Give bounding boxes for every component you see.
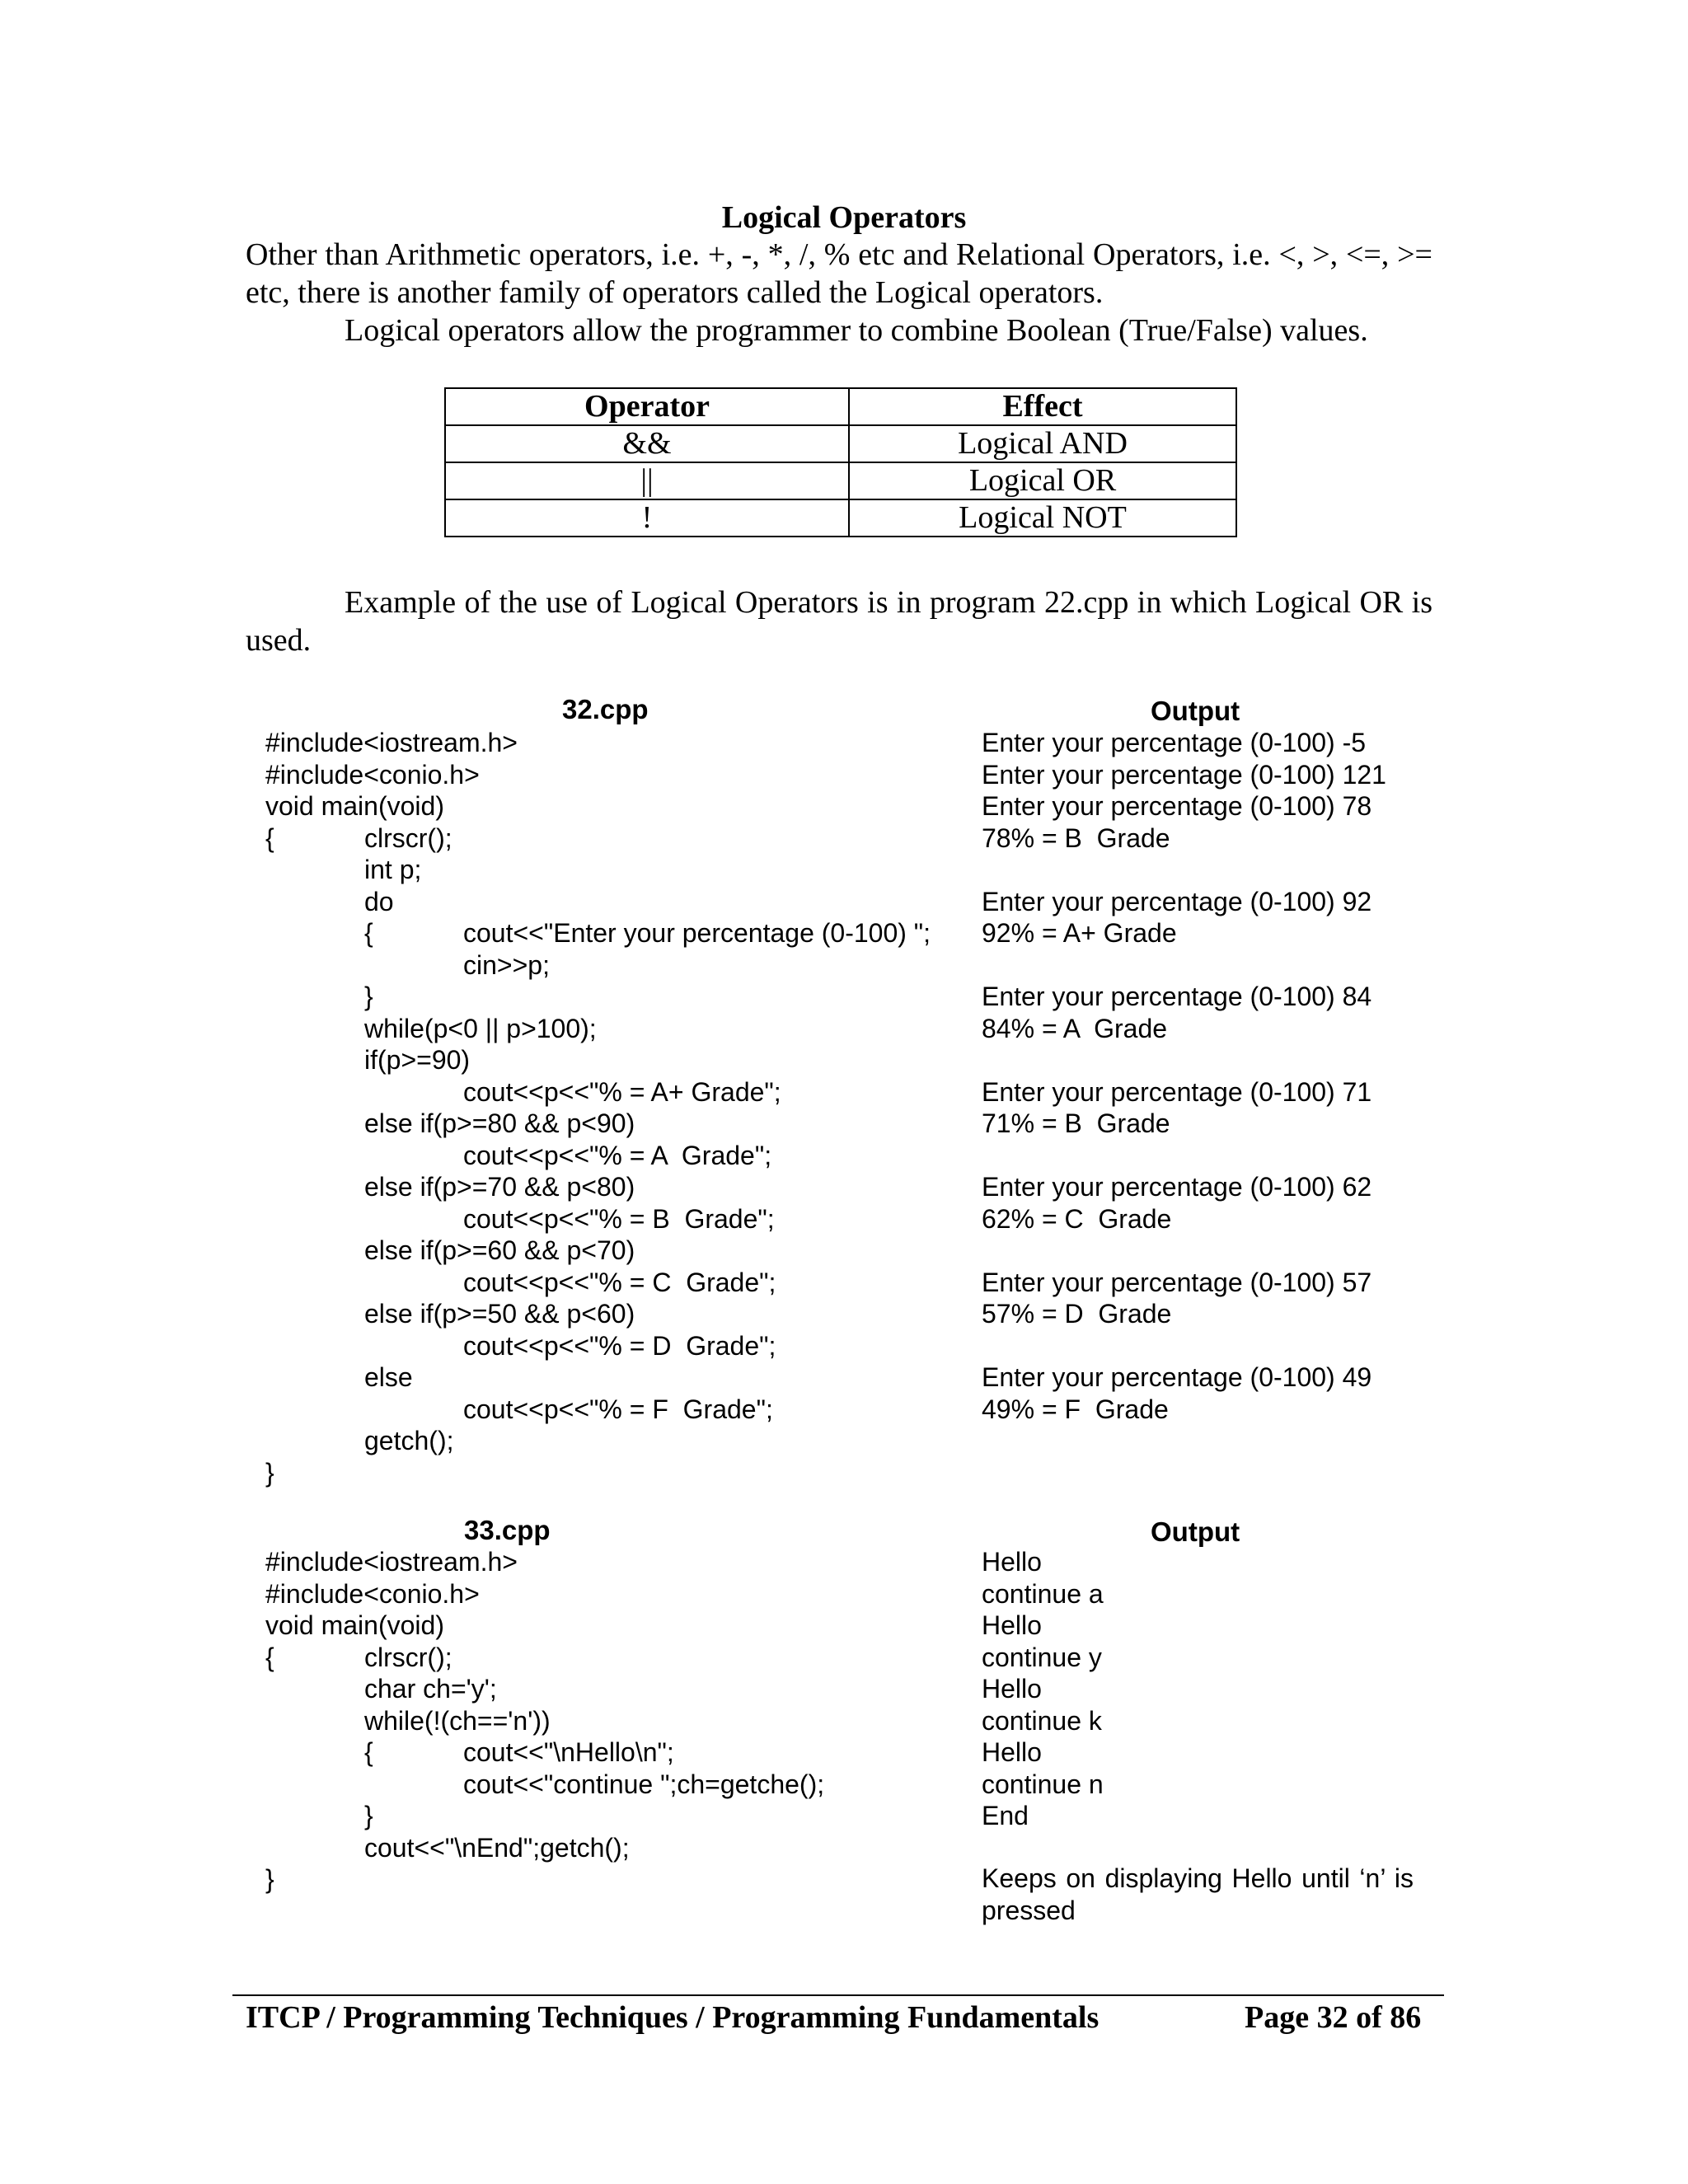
output-text: Hello — [982, 1610, 1042, 1640]
program2-code — [265, 1546, 974, 1896]
intro-paragraph: Other than Arithmetic operators, i.e. +, -, *, /, % etc and Relational Operators, i.e. <, >, <=, >= etc, there is another family of operators called the Logical operators. — [246, 237, 1432, 310]
code-segment: } — [265, 1457, 274, 1488]
output-text: 57% = D Grade — [982, 1299, 1172, 1329]
code-segment: #include<conio.h> — [265, 759, 480, 790]
code-segment: cout<<"continue ";ch=getche(); — [463, 1769, 825, 1799]
output-text: End — [982, 1801, 1029, 1830]
code-line — [265, 1267, 974, 1299]
code-segment: while(!(ch=='n')) — [364, 1705, 551, 1736]
output-text: Enter your percentage (0-100) 92 — [982, 886, 1372, 916]
code-segment: { — [265, 823, 274, 853]
code-line — [265, 1800, 974, 1832]
code-line — [265, 1108, 974, 1140]
program2-title: 33.cpp — [464, 1515, 551, 1545]
example-paragraph: Example of the use of Logical Operators is in program 22.cpp in which Logical OR is used. — [246, 585, 1432, 658]
effect-cell: Logical AND — [849, 425, 1236, 462]
logical-operators-description: Logical operators allow the programmer to combine Boolean (True/False) values. — [345, 313, 1368, 348]
code-line — [265, 1578, 974, 1610]
code-line — [265, 1140, 974, 1172]
effect-cell: Logical NOT — [849, 499, 1236, 537]
code-segment: cout<<"Enter your percentage (0-100) "; — [463, 918, 931, 948]
code-line — [265, 1330, 974, 1362]
operator-cell: && — [445, 425, 849, 462]
code-segment: if(p>=90) — [364, 1045, 471, 1075]
code-line — [265, 1298, 974, 1330]
code-segment: cout<<"\nEnd";getch(); — [364, 1832, 630, 1863]
table-row — [445, 425, 1236, 462]
code-line — [265, 1610, 974, 1642]
code-segment: while(p<0 || p>100); — [364, 1013, 597, 1043]
program2-note: Keeps on displaying Hello until ‘n’ is pressed — [982, 1863, 1414, 1925]
code-line — [265, 949, 974, 982]
output-text: continue n — [982, 1769, 1104, 1799]
output-text: continue y — [982, 1642, 1102, 1672]
code-line — [265, 1171, 974, 1203]
output-text: 49% = F Grade — [982, 1394, 1169, 1424]
output-text: 62% = C Grade — [982, 1203, 1172, 1234]
code-line — [265, 1044, 974, 1076]
program1-title: 32.cpp — [562, 694, 649, 724]
output-text: Hello — [982, 1547, 1042, 1577]
code-line — [265, 1457, 974, 1489]
table-row — [445, 499, 1236, 537]
code-segment: cout<<"\nHello\n"; — [463, 1737, 674, 1767]
code-line — [265, 1736, 974, 1769]
code-segment: do — [364, 886, 394, 916]
output-text: Enter your percentage (0-100) 121 — [982, 759, 1386, 790]
code-segment: else if(p>=50 && p<60) — [364, 1299, 635, 1329]
code-line — [265, 759, 974, 791]
code-segment: getch(); — [364, 1426, 454, 1455]
output-text: Enter your percentage (0-100) 71 — [982, 1076, 1372, 1107]
code-segment: } — [364, 1801, 373, 1830]
code-segment: cout<<p<<"% = F Grade"; — [463, 1394, 773, 1424]
code-line — [265, 1235, 974, 1267]
code-line — [265, 1705, 974, 1737]
code-segment: { — [364, 918, 373, 948]
code-line — [265, 1832, 974, 1864]
code-segment: } — [265, 1864, 274, 1894]
code-line — [265, 1863, 974, 1896]
code-segment: { — [265, 1642, 274, 1672]
output-text: Enter your percentage (0-100) 49 — [982, 1362, 1372, 1392]
code-segment: cout<<p<<"% = D Grade"; — [463, 1330, 776, 1361]
code-segment: cout<<p<<"% = C Grade"; — [463, 1267, 776, 1297]
code-segment: clrscr(); — [364, 823, 452, 853]
footer-course-title: ITCP / Programming Techniques / Programming Fundamentals — [246, 2000, 1100, 2035]
code-segment: void main(void) — [265, 791, 444, 821]
code-segment: cout<<p<<"% = B Grade"; — [463, 1203, 775, 1234]
code-segment: #include<conio.h> — [265, 1578, 480, 1609]
code-line — [265, 1394, 974, 1426]
code-segment: int p; — [364, 855, 422, 884]
output-text: 78% = B Grade — [982, 823, 1170, 853]
output-text: Enter your percentage (0-100) -5 — [982, 728, 1367, 757]
footer-divider — [232, 1994, 1444, 1996]
output-text: Enter your percentage (0-100) 57 — [982, 1267, 1372, 1297]
output-text: 71% = B Grade — [982, 1108, 1170, 1138]
program1-output-heading: Output — [1151, 696, 1240, 726]
table-header-effect: Effect — [849, 388, 1236, 425]
code-line — [265, 1203, 974, 1235]
output-text: Enter your percentage (0-100) 78 — [982, 791, 1372, 821]
code-segment: #include<iostream.h> — [265, 1547, 518, 1577]
output-text: Hello — [982, 1674, 1042, 1704]
code-line — [265, 917, 974, 949]
table-header-operator: Operator — [445, 388, 849, 425]
footer-page-number: Page 32 of 86 — [1245, 2000, 1422, 2035]
code-segment: cin>>p; — [463, 949, 550, 980]
output-text: Hello — [982, 1737, 1042, 1767]
code-segment: cout<<p<<"% = A Grade"; — [463, 1140, 772, 1170]
code-line — [265, 727, 974, 759]
code-line — [265, 854, 974, 886]
table-row — [445, 462, 1236, 499]
code-segment: else — [364, 1362, 413, 1392]
code-line — [265, 886, 974, 918]
code-segment: #include<iostream.h> — [265, 728, 518, 757]
output-text: 84% = A Grade — [982, 1013, 1168, 1043]
operator-cell: || — [445, 462, 849, 499]
code-segment: } — [364, 982, 373, 1011]
code-line — [265, 790, 974, 823]
code-line — [265, 1076, 974, 1108]
code-segment: clrscr(); — [364, 1642, 452, 1672]
code-segment: void main(void) — [265, 1610, 444, 1640]
code-segment: char ch='y'; — [364, 1674, 497, 1704]
code-line — [265, 1425, 974, 1457]
table-header-row — [445, 388, 1236, 425]
code-line — [265, 1769, 974, 1801]
program2-output-heading: Output — [1151, 1516, 1240, 1547]
effect-cell: Logical OR — [849, 462, 1236, 499]
program1-code — [265, 727, 974, 1488]
code-segment: else if(p>=70 && p<80) — [364, 1172, 635, 1202]
page-title: Logical Operators — [721, 200, 967, 235]
operators-table — [444, 387, 1237, 537]
code-line — [265, 1673, 974, 1705]
code-line — [265, 1013, 974, 1045]
operator-cell: ! — [445, 499, 849, 537]
code-segment: cout<<p<<"% = A+ Grade"; — [463, 1076, 781, 1107]
code-segment: else if(p>=60 && p<70) — [364, 1235, 635, 1265]
output-text: Enter your percentage (0-100) 84 — [982, 982, 1372, 1011]
output-text: 92% = A+ Grade — [982, 918, 1177, 948]
code-line — [265, 1546, 974, 1578]
code-segment: { — [364, 1737, 373, 1767]
code-line — [265, 1361, 974, 1394]
output-text: continue a — [982, 1578, 1104, 1609]
code-line — [265, 1642, 974, 1674]
output-text: continue k — [982, 1705, 1102, 1736]
code-line — [265, 981, 974, 1013]
output-text: Enter your percentage (0-100) 62 — [982, 1172, 1372, 1202]
code-segment: else if(p>=80 && p<90) — [364, 1108, 635, 1138]
code-line — [265, 823, 974, 855]
